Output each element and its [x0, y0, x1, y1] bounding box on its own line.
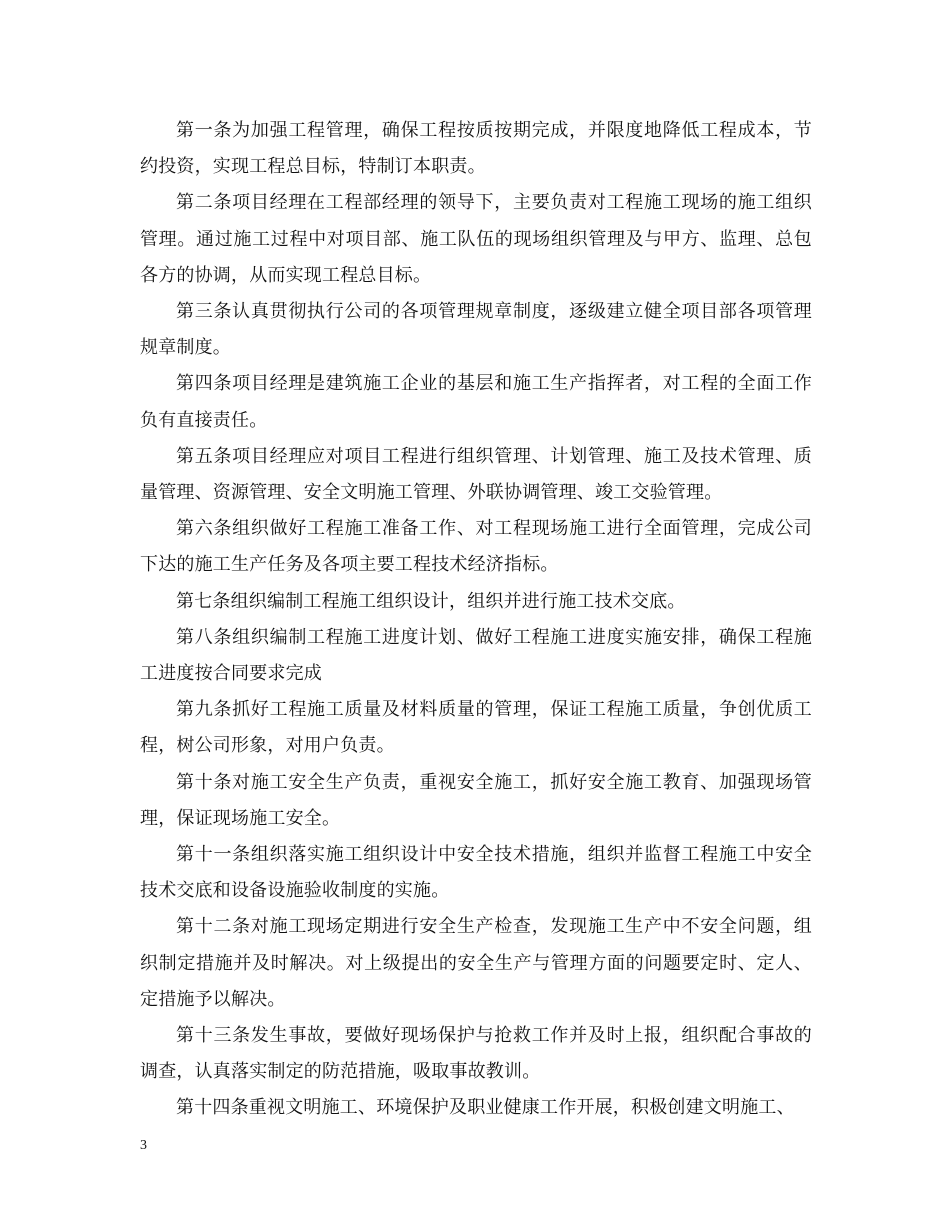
document-body — [140, 113, 812, 1127]
article-2-paragraph: 第二条项目经理在工程部经理的领导下，主要负责对工程施工现场的施工组织管理。通过施工过程中对项目部、施工队伍的现场组织管理及与甲方、监理、总包各方的协调，从而实现工程总目标。 — [140, 192, 812, 286]
page-number: 3 — [140, 1138, 147, 1153]
article-13-paragraph: 第十三条发生事故，要做好现场保护与抢救工作并及时上报，组织配合事故的调查，认真落实制定的防范措施，吸取事故教训。 — [140, 1025, 812, 1083]
article-4-paragraph: 第四条项目经理是建筑施工企业的基层和施工生产指挥者，对工程的全面工作负有直接责任。 — [140, 373, 812, 431]
article-11-paragraph: 第十一条组织落实施工组织设计中安全技术措施，组织并监督工程施工中安全技术交底和设备设施验收制度的实施。 — [140, 844, 812, 902]
article-8-paragraph: 第八条组织编制工程施工进度计划、做好工程施工进度实施安排，确保工程施工进度按合同要求完成 — [140, 626, 812, 685]
article-14-paragraph: 第十四条重视文明施工、环境保护及职业健康工作开展，积极创建文明施工、 — [176, 1097, 795, 1119]
article-9-paragraph: 第九条抓好工程施工质量及材料质量的管理，保证工程施工质量，争创优质工程，树公司形象，对用户负责。 — [140, 699, 812, 757]
article-5-paragraph: 第五条项目经理应对项目工程进行组织管理、计划管理、施工及技术管理、质量管理、资源管理、安全文明施工管理、外联协调管理、竣工交验管理。 — [140, 445, 812, 504]
article-12-paragraph: 第十二条对施工现场定期进行安全生产检查，发现施工生产中不安全问题，组织制定措施并及时解决。对上级提出的安全生产与管理方面的问题要定时、定人、定措施予以解决。 — [140, 916, 812, 1010]
article-7-paragraph: 第七条组织编制工程施工组织设计，组织并进行施工技术交底。 — [176, 590, 686, 612]
article-1-paragraph: 第一条为加强工程管理，确保工程按质按期完成，并限度地降低工程成本，节约投资，实现工程总目标，特制订本职责。 — [140, 120, 812, 178]
article-6-paragraph: 第六条组织做好工程施工准备工作、对工程现场施工进行全面管理，完成公司下达的施工生产任务及各项主要工程技术经济指标。 — [140, 518, 812, 576]
article-3-paragraph: 第三条认真贯彻执行公司的各项管理规章制度，逐级建立健全项目部各项管理规章制度。 — [140, 301, 812, 359]
article-10-paragraph: 第十条对施工安全生产负责，重视安全施工，抓好安全施工教育、加强现场管理，保证现场施工安全。 — [140, 771, 812, 829]
